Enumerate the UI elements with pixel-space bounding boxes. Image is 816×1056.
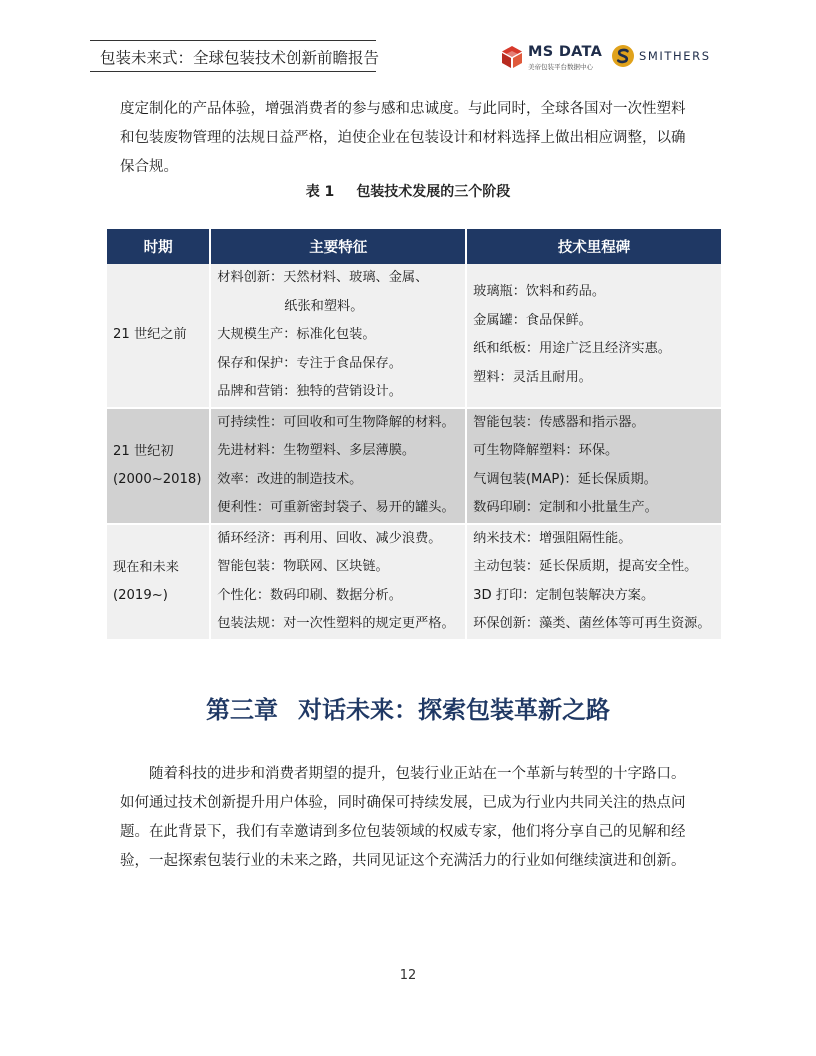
text-line: 如何通过技术创新提升用户体验，同时确保可持续发展，已成为行业内共同关注的热点问 xyxy=(120,795,686,811)
smithers-s-logo-icon xyxy=(611,44,635,68)
period-cell xyxy=(107,408,210,524)
feature-item: 先进材料：生物塑料、多层薄膜。 xyxy=(217,443,416,458)
milestone-item: 玻璃瓶：饮料和药品。 xyxy=(473,284,606,300)
page-number: 12 xyxy=(399,968,417,983)
milestone-item: 金属罐：食品保鲜。 xyxy=(473,312,592,328)
ms-data-logo-subtitle: 美帝包装平台数据中心 xyxy=(528,63,593,71)
table-header-features: 主要特征 xyxy=(210,229,466,264)
packaging-stages-table xyxy=(107,229,721,641)
milestone-item: 智能包装：传感器和指示器。 xyxy=(473,414,645,430)
text-line: 验，一起探索包装行业的未来之路，共同见证这个充满活力的行业如何继续演进和创新。 xyxy=(120,853,686,869)
feature-item: 品牌和营销：独特的营销设计。 xyxy=(217,384,402,399)
period-years: (2019~) xyxy=(113,587,168,603)
table-row xyxy=(107,524,721,640)
table-caption xyxy=(0,181,816,201)
text-line: 随着科技的进步和消费者期望的提升，包装行业正站在一个革新与转型的十字路口。 xyxy=(149,766,686,782)
feature-item: 包装法规：对一次性塑料的规定更严格。 xyxy=(217,616,455,631)
period-years: (2000~2018) xyxy=(113,471,202,487)
table-header-milestones: 技术里程碑 xyxy=(466,229,721,264)
table-row xyxy=(107,264,721,408)
page-header xyxy=(0,0,816,80)
milestone-item: 3D 打印：定制包装解决方案。 xyxy=(473,587,655,603)
feature-item-continued: 纸张和塑料。 xyxy=(284,298,364,314)
milestone-item: 主动包装：延长保质期，提高安全性。 xyxy=(473,559,698,574)
table-row xyxy=(107,408,721,524)
chapter-title: 对话未来：探索包装革新之路 xyxy=(298,696,610,724)
milestone-item: 可生物降解塑料：环保。 xyxy=(473,443,619,458)
milestones-cell xyxy=(466,408,721,524)
milestone-item: 环保创新：藻类、菌丝体等可再生资源。 xyxy=(473,616,711,631)
header-top-rule xyxy=(90,40,376,41)
feature-item: 大规模生产：标准化包装。 xyxy=(217,327,376,342)
feature-item: 材料创新：天然材料、玻璃、金属、 xyxy=(217,270,429,285)
feature-item: 个性化：数码印刷、数据分析。 xyxy=(217,587,402,603)
chapter-number: 第三章 xyxy=(206,696,278,724)
feature-item: 保存和保护：专注于食品保存。 xyxy=(217,355,402,371)
chapter-paragraph xyxy=(120,760,700,876)
milestone-item: 纸和纸板：用途广泛且经济实惠。 xyxy=(473,341,671,357)
milestone-item: 塑料：灵活且耐用。 xyxy=(473,369,592,385)
table-caption-title: 包装技术发展的三个阶段 xyxy=(356,184,511,200)
table-header-row xyxy=(107,229,721,264)
report-title: 包装未来式：全球包装技术创新前瞻报告 xyxy=(100,49,380,67)
ms-data-cube-logo-icon xyxy=(500,45,524,69)
period-label: 现在和未来 xyxy=(113,559,179,575)
milestone-item: 数码印刷：定制和小批量生产。 xyxy=(473,500,658,515)
milestones-cell xyxy=(466,264,721,408)
ms-data-logo-text: MS DATA xyxy=(528,44,603,60)
text-line: 题。在此背景下，我们有幸邀请到多位包装领域的权威专家，他们将分享自己的见解和经 xyxy=(120,824,686,840)
header-rule xyxy=(90,71,376,72)
chapter-heading xyxy=(0,690,816,725)
milestones-cell xyxy=(466,524,721,640)
table-caption-number: 表 1 xyxy=(305,184,335,200)
feature-item: 可持续性：可回收和可生物降解的材料。 xyxy=(217,414,455,430)
period-label: 21 世纪初 xyxy=(113,443,174,459)
milestone-item: 气调包装(MAP)：延长保质期。 xyxy=(473,471,657,487)
text-line: 保合规。 xyxy=(120,159,178,175)
feature-item: 效率：改进的制造技术。 xyxy=(217,471,363,487)
text-line: 度定制化的产品体验，增强消费者的参与感和忠诚度。与此同时，全球各国对一次性塑料 xyxy=(120,101,686,117)
feature-item: 循环经济：再利用、回收、减少浪费。 xyxy=(217,530,442,546)
intro-paragraph xyxy=(120,95,700,182)
period-cell xyxy=(107,264,210,408)
features-cell xyxy=(210,408,466,524)
text-line: 和包装废物管理的法规日益严格，迫使企业在包装设计和材料选择上做出相应调整，以确 xyxy=(120,130,686,146)
feature-item: 智能包装：物联网、区块链。 xyxy=(217,559,389,574)
ms-data-logo xyxy=(500,44,603,72)
smithers-logo xyxy=(611,43,731,71)
period-label: 21 世纪之前 xyxy=(113,327,187,343)
smithers-logo-text: SMITHERS xyxy=(639,49,711,63)
milestone-item: 纳米技术：增强阻隔性能。 xyxy=(473,530,632,546)
features-cell xyxy=(210,524,466,640)
features-cell xyxy=(210,264,466,408)
table-header-period: 时期 xyxy=(107,229,210,264)
feature-item: 便利性：可重新密封袋子、易开的罐头。 xyxy=(217,500,455,515)
period-cell xyxy=(107,524,210,640)
